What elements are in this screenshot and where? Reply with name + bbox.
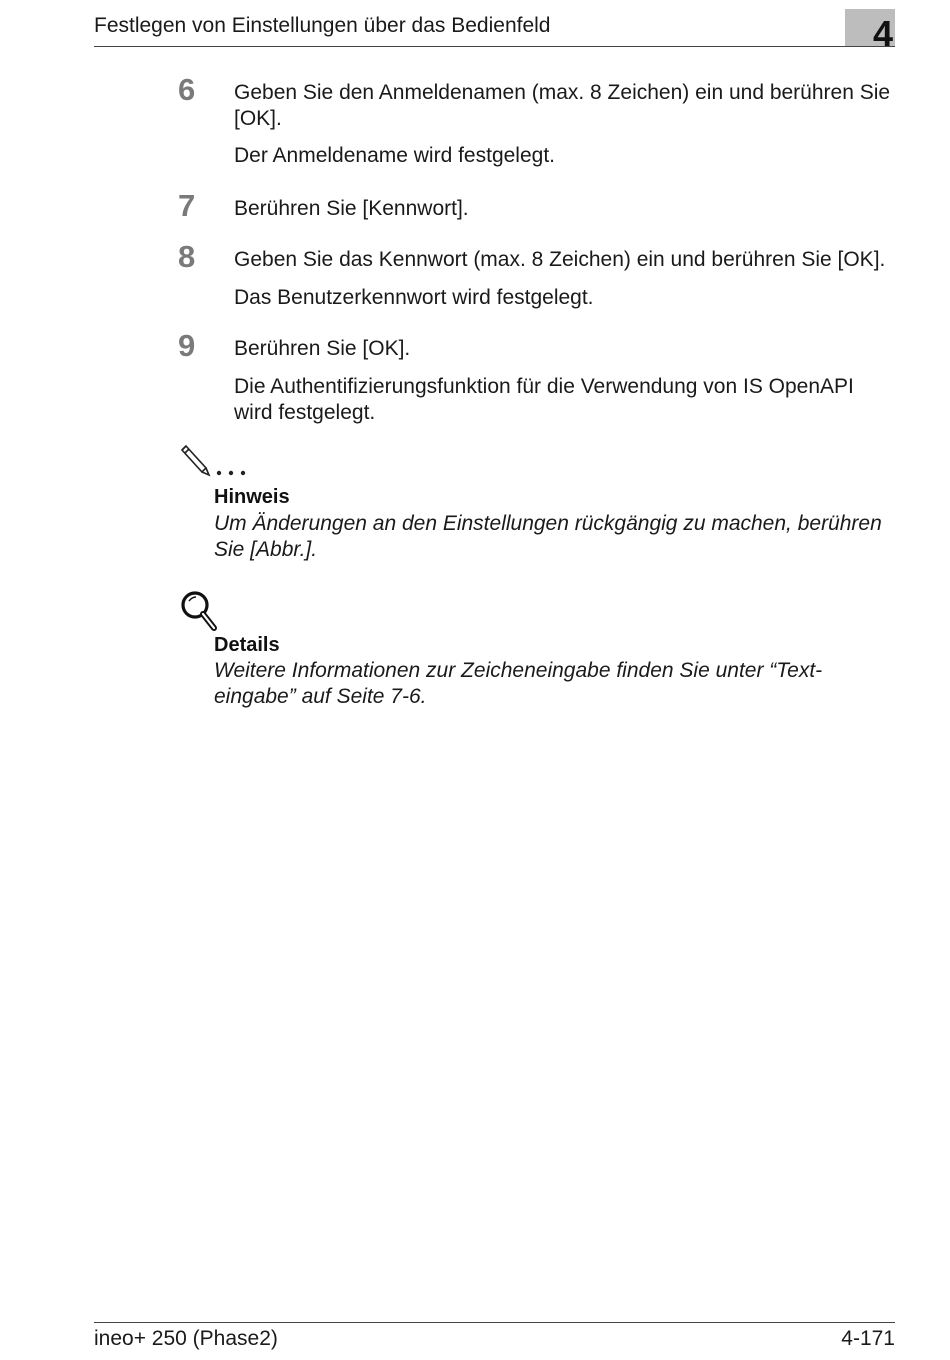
chapter-number: 4 bbox=[872, 13, 893, 54]
chapter-tab bbox=[845, 9, 895, 54]
page-header bbox=[94, 12, 895, 54]
note-details bbox=[180, 590, 895, 720]
step-result: Das Benutzerkennwort wird festgelegt. bbox=[234, 286, 594, 309]
step-number: 7 bbox=[178, 188, 196, 223]
note-body: Um Änderungen an den Einstellungen rückgängig zu machen, berühren Sie [Abbr.]. bbox=[214, 512, 882, 561]
note-heading: Hinweis bbox=[214, 486, 290, 508]
step-instruction: Geben Sie das Kennwort (max. 8 Zeichen) ein und berühren Sie [OK]. bbox=[234, 248, 886, 271]
step-number: 6 bbox=[178, 72, 196, 107]
pencil-note-icon bbox=[180, 443, 250, 484]
step-instruction: Berühren Sie [Kennwort]. bbox=[234, 197, 469, 220]
footer-model: ineo+ 250 (Phase2) bbox=[94, 1327, 278, 1350]
page-footer bbox=[94, 1322, 895, 1353]
step-instruction: Geben Sie den Anmeldenamen (max. 8 Zeichen) ein und berühren Sie [OK]. bbox=[234, 81, 891, 130]
step-number: 9 bbox=[178, 328, 196, 363]
header-title: Festlegen von Einstellungen über das Bedienfeld bbox=[94, 14, 551, 37]
note-hinweis bbox=[180, 443, 895, 573]
step-result: Die Authentifizierungsfunktion für die Verwendung von IS OpenAPI wird festgelegt. bbox=[234, 375, 854, 424]
note-heading: Details bbox=[214, 634, 280, 656]
footer-page-number: 4-171 bbox=[841, 1327, 895, 1350]
magnifier-icon bbox=[180, 590, 220, 639]
step-number: 8 bbox=[178, 239, 196, 274]
step-instruction: Berühren Sie [OK]. bbox=[234, 337, 411, 360]
step-result: Der Anmeldename wird festgelegt. bbox=[234, 144, 555, 167]
note-body: Weitere Informationen zur Zeicheneingabe finden Sie unter “Text-eingabe” auf Seite 7-6. bbox=[214, 659, 823, 708]
